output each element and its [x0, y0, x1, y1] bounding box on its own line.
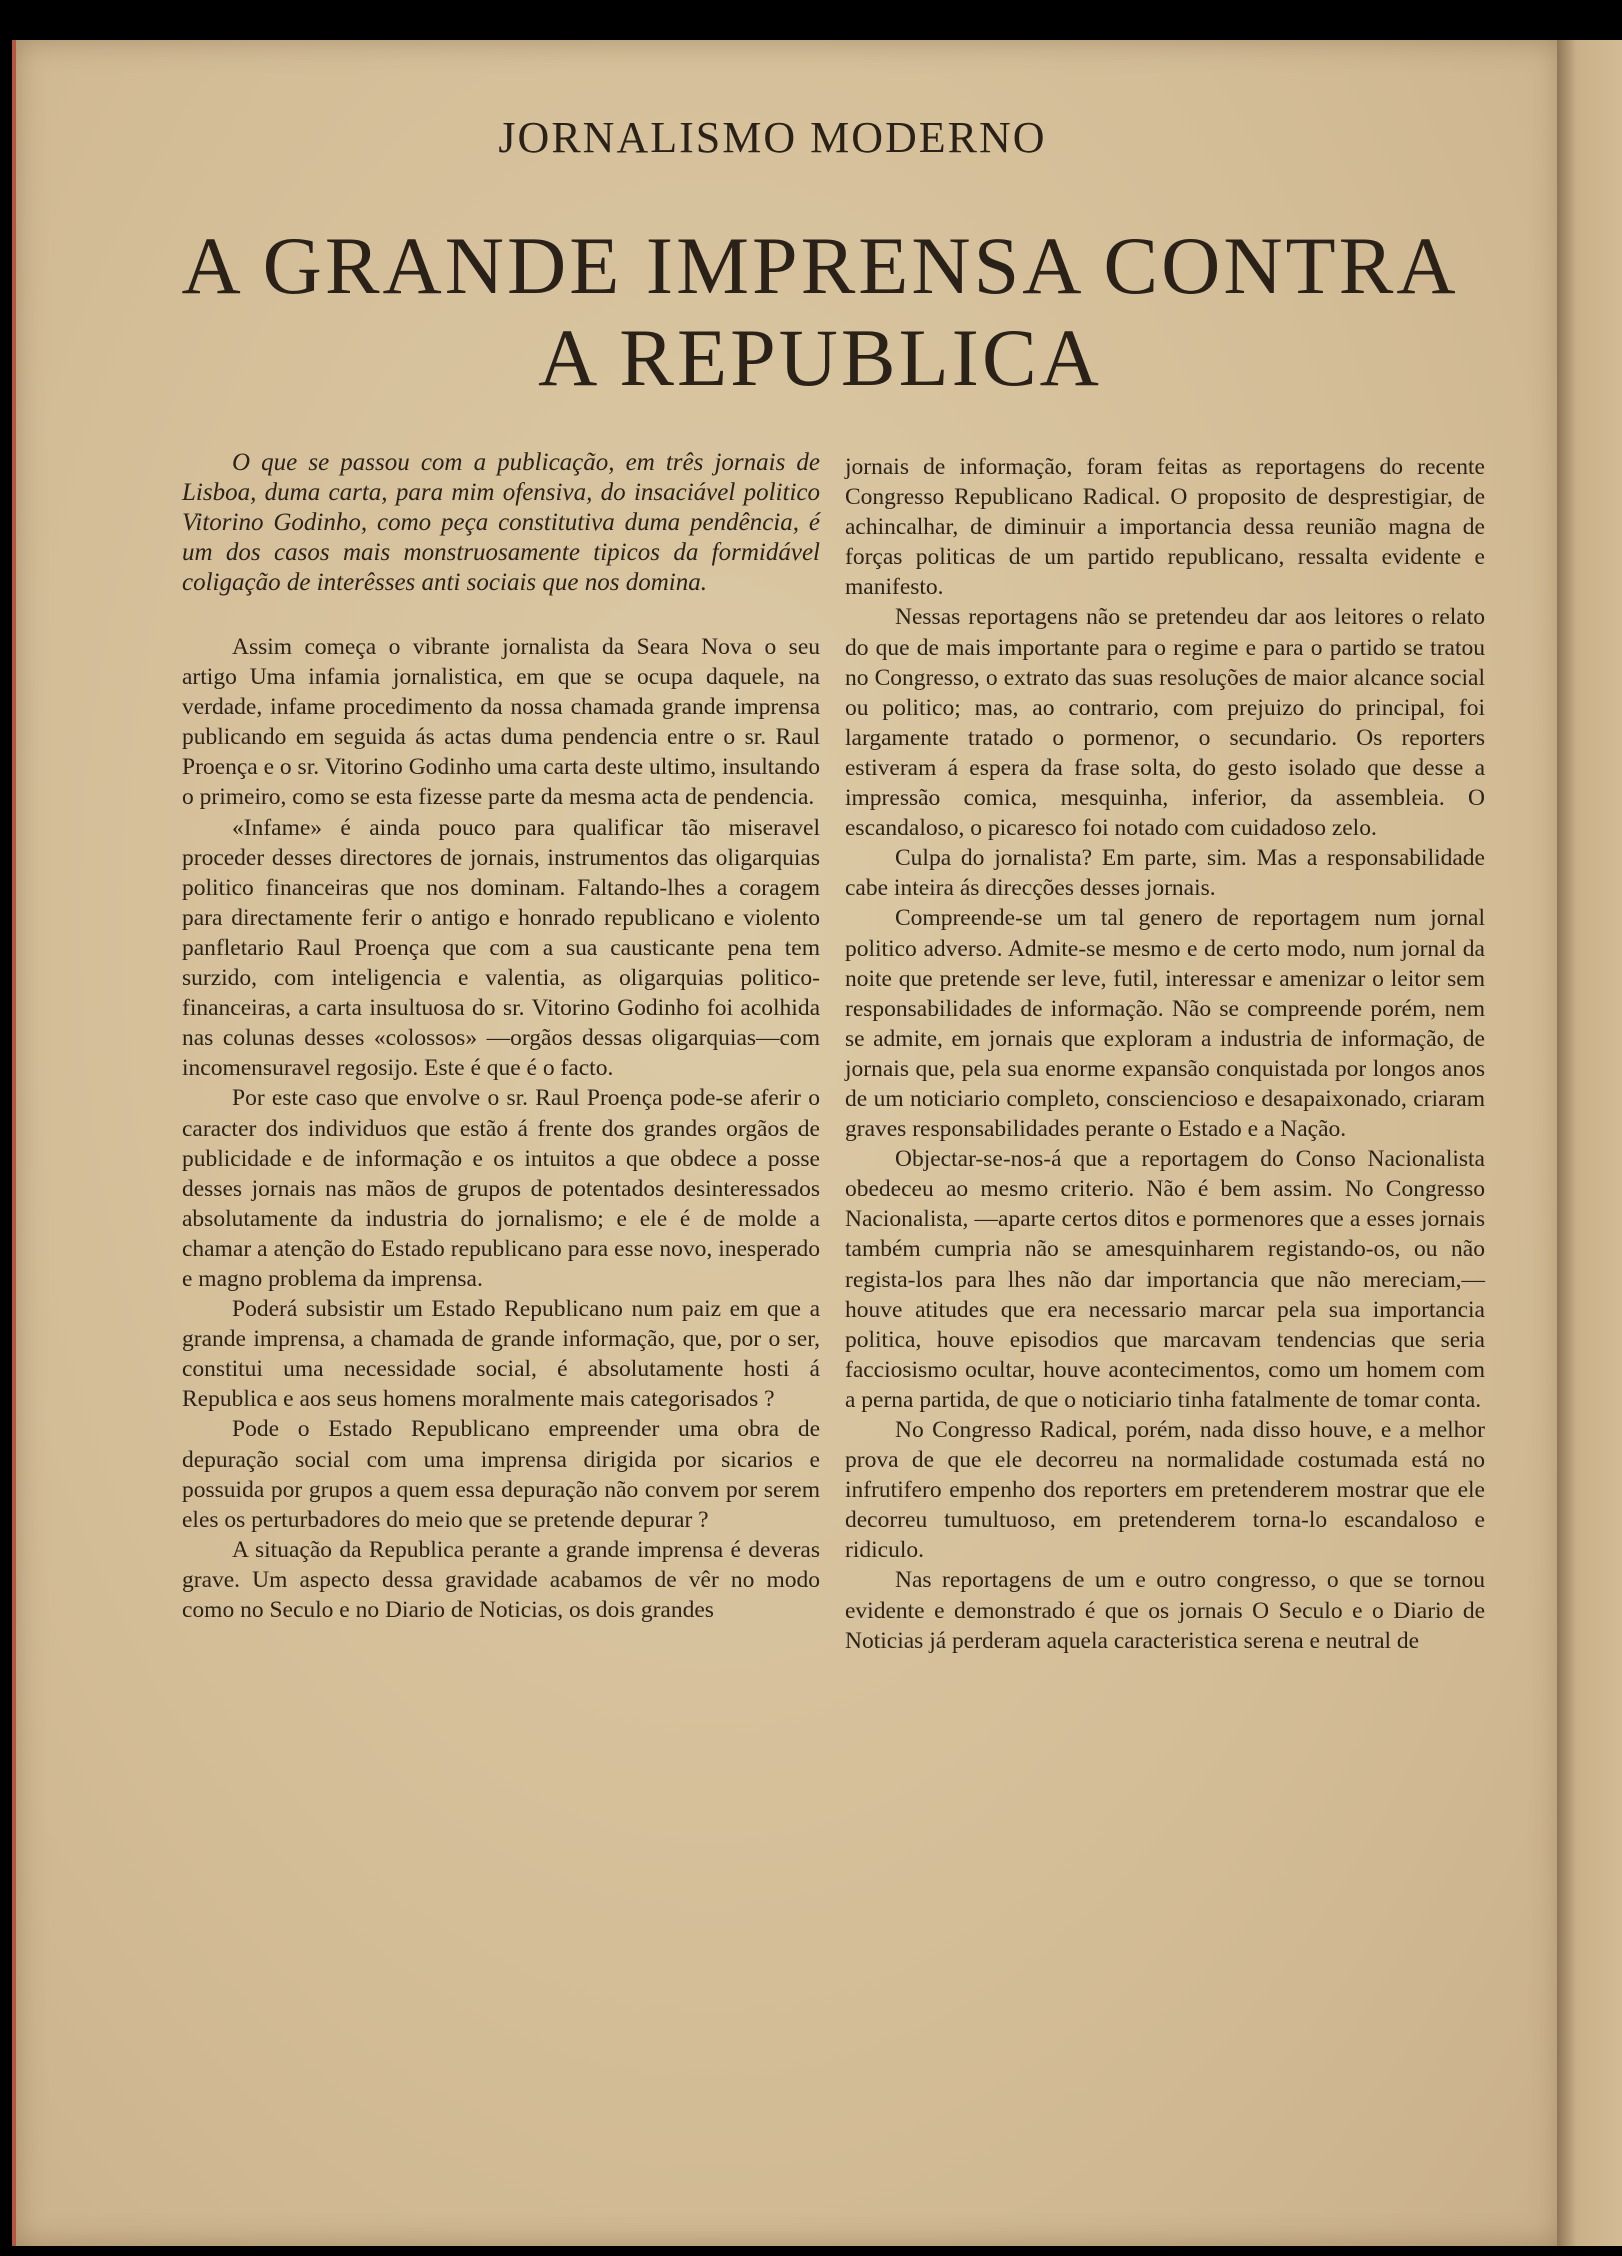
- section-heading: JORNALISMO MODERNO: [498, 113, 1047, 162]
- paragraph: «Infame» é ainda pouco para qualificar tão miseravel proceder desses directores de jornais, instrumentos das oligarquias politico financeiras que nos dominam. Faltando-lhes a coragem para directamente ferir o antigo e honrado republicano e violento panfletario Raul Proença que com a sua causticante pena tem surzido, com inteligencia e valentia, as oligarquias politico-financeiras, a carta insultuosa do sr. Vitorino Godinho foi acolhida nas colunas desses «colossos» —orgãos dessas oligarquias—com incomensuravel regosijo. Este é que é o facto.: [182, 814, 820, 1082]
- article-title-line-1: A GRANDE IMPRENSA CONTRA: [181, 220, 1459, 311]
- paragraph: jornais de informação, foram feitas as reportagens do recente Congresso Republicano Radical. O proposito de desprestigiar, de achincalhar, de diminuir a importancia dessa reunião magna de forças politicas de um partido republicano, ressalta evidente e manifesto.: [845, 454, 1485, 601]
- paragraph: Objectar-se-nos-á que a reportagem do Conso Nacionalista obedeceu ao mesmo criterio. Não é bem assim. No Congresso Nacionalista, —aparte certos ditos e pormenores que a esses jornais também cumpria não se amesquinharem registando-os, ou não regista-los para lhes não dar importancia que não mereciam,—houve atitudes que era necessario marcar pela sua importancia politica, houve episodios que marcavam tendencias que seria facciosismo ocultar, houve acontecimentos, como um homem com a perna partida, de que o noticiario tinha fatalmente de tomar conta.: [845, 1146, 1485, 1413]
- right-column: [845, 452, 1485, 1656]
- paragraph: Nas reportagens de um e outro congresso, o que se tornou evidente e demonstrado é que os jornais O Seculo e o Diario de Noticias já perderam aquela caracteristica serena e neutral de: [845, 1567, 1485, 1654]
- paragraph: Culpa do jornalista? Em parte, sim. Mas a responsabilidade cabe inteira ás direcções desses jornais.: [845, 845, 1485, 902]
- paragraph: Nessas reportagens não se pretendeu dar aos leitores o relato do que de mais importante para o regime e para o partido se tratou no Congresso, o extrato das suas resoluções de maior alcance social ou politico; mas, ao contrario, com prejuizo do principal, foi largamente tratado o pormenor, o secundario. Os reporters estiveram á espera da frase solta, do gesto isolado que desse a impressão comica, mesquinha, inferior, da assembleia. O escandaloso, o picaresco foi notado com cuidadoso zelo.: [845, 604, 1485, 842]
- paragraph: Poderá subsistir um Estado Republicano num paiz em que a grande imprensa, a chamada de grande informação, que, por o ser, constitui uma necessidade social, é absolutamente hosti á Republica e aos seus homens moralmente mais categorisados ?: [182, 1296, 820, 1413]
- paragraph: Compreende-se um tal genero de reportagem num jornal politico adverso. Admite-se mesmo e de certo modo, num jornal da noite que pretende ser leve, futil, interessar e amenizar o leitor sem responsabilidades de informação. Não se compreende porém, nem se admite, em jornais que exploram a industria de informação, de jornais que, pela sua enorme expansão conquistada por longos anos de um noticiario completo, consciencioso e desapaixonado, criaram graves responsabilidades perante o Estado e a Nação.: [845, 905, 1485, 1143]
- paragraph: Pode o Estado Republicano empreender uma obra de depuração social com uma imprensa dirigida por sicarios e possuida por grupos a quem essa depuração não convem por serem eles os perturbadores do meio que se pretende depurar ?: [182, 1416, 820, 1533]
- paragraph: Assim começa o vibrante jornalista da Seara Nova o seu artigo Uma infamia jornalistica, em que se ocupa daquele, na verdade, infame procedimento da nossa chamada grande imprensa publicando em seguida ás actas duma pendencia entre o sr. Raul Proença e o sr. Vitorino Godinho uma carta deste ultimo, insultando o primeiro, como se esta fizesse parte da mesma acta de pendencia.: [182, 634, 820, 811]
- left-column: [182, 448, 820, 1625]
- facing-page-edge: [1557, 40, 1622, 2246]
- paragraph: Por este caso que envolve o sr. Raul Proença pode-se aferir o caracter dos individuos que estão á frente dos grandes orgãos de publicidade e de informação e os intuitos a que obdece a posse desses jornais nas mãos de grupos de potentados desinteressados absolutamente da industria do jornalismo; e ele é de molde a chamar a atenção do Estado republicano para esse novo, inesperado e magno problema da imprensa.: [182, 1085, 820, 1292]
- paragraph: No Congresso Radical, porém, nada disso houve, e a melhor prova de que ele decorreu na normalidade costumada está no infrutifero empenho dos reporters em pretenderem mostrar que ele decorreu tumultuoso, em pretenderem torna-lo escandaloso e ridiculo.: [845, 1417, 1485, 1564]
- article-title-line-2: A REPUBLICA: [538, 312, 1102, 403]
- lede-quote: O que se passou com a publicação, em três jornais de Lisboa, duma carta, para mim ofensiva, do insaciável politico Vitorino Godinho, como peça constitutiva duma pendência, é um dos casos mais monstruosamente tipicos da formidável coligação de interêsses anti sociais que nos domina.: [182, 449, 820, 596]
- article-title: [100, 220, 1540, 404]
- paragraph: A situação da Republica perante a grande imprensa é deveras grave. Um aspecto dessa gravidade acabamos de vêr no modo como no Seculo e no Diario de Noticias, os dois grandes: [182, 1536, 820, 1623]
